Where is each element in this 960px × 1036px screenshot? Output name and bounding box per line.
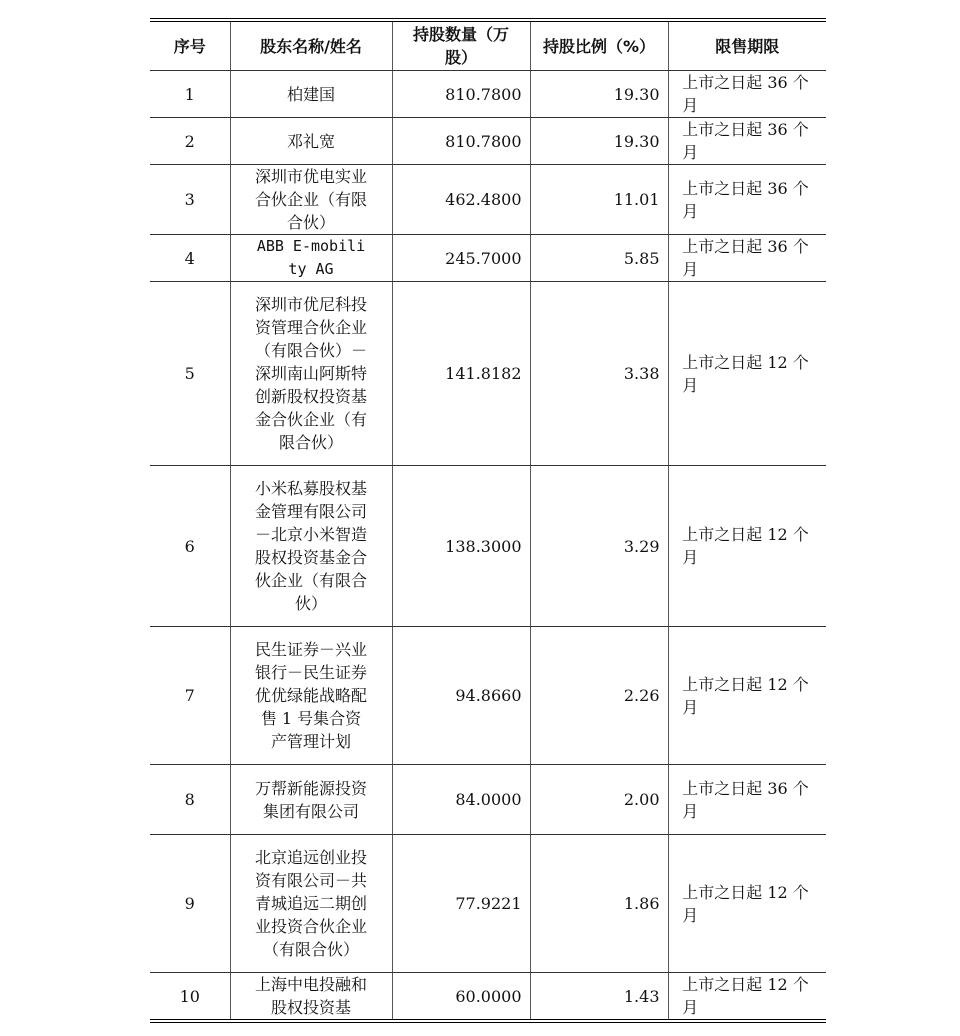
table-row bbox=[150, 835, 826, 973]
cell-name: 小米私募股权基金管理有限公司－北京小米智造股权投资基金合伙企业（有限合伙） bbox=[230, 466, 392, 627]
cell-name: 北京追远创业投资有限公司－共青城追远二期创业投资合伙企业（有限合伙） bbox=[230, 835, 392, 973]
cell-lockup: 上市之日起 36 个月 bbox=[668, 165, 826, 235]
cell-seq: 7 bbox=[150, 627, 230, 765]
cell-shares: 245.7000 bbox=[392, 235, 530, 282]
table-row bbox=[150, 71, 826, 118]
cell-shares: 94.8660 bbox=[392, 627, 530, 765]
cell-ratio: 2.00 bbox=[530, 765, 668, 835]
cell-seq: 6 bbox=[150, 466, 230, 627]
table-row bbox=[150, 627, 826, 765]
header-ratio: 持股比例（%） bbox=[530, 20, 668, 71]
cell-shares: 138.3000 bbox=[392, 466, 530, 627]
cell-lockup: 上市之日起 12 个月 bbox=[668, 466, 826, 627]
table-row bbox=[150, 973, 826, 1022]
cell-seq: 2 bbox=[150, 118, 230, 165]
cell-name: 民生证券－兴业银行－民生证券优优绿能战略配售 1 号集合资产管理计划 bbox=[230, 627, 392, 765]
cell-seq: 1 bbox=[150, 71, 230, 118]
cell-ratio: 3.38 bbox=[530, 282, 668, 466]
cell-lockup: 上市之日起 12 个月 bbox=[668, 835, 826, 973]
cell-shares: 84.0000 bbox=[392, 765, 530, 835]
shareholder-table bbox=[150, 18, 826, 1023]
cell-lockup: 上市之日起 12 个月 bbox=[668, 282, 826, 466]
cell-ratio: 3.29 bbox=[530, 466, 668, 627]
cell-shares: 141.8182 bbox=[392, 282, 530, 466]
table-row bbox=[150, 282, 826, 466]
cell-name: 邓礼宽 bbox=[230, 118, 392, 165]
cell-name: 万帮新能源投资集团有限公司 bbox=[230, 765, 392, 835]
cell-seq: 8 bbox=[150, 765, 230, 835]
cell-seq: 3 bbox=[150, 165, 230, 235]
cell-shares: 810.7800 bbox=[392, 118, 530, 165]
cell-name: 柏建国 bbox=[230, 71, 392, 118]
cell-lockup: 上市之日起 36 个月 bbox=[668, 71, 826, 118]
cell-shares: 60.0000 bbox=[392, 973, 530, 1022]
cell-ratio: 1.86 bbox=[530, 835, 668, 973]
table-row bbox=[150, 118, 826, 165]
cell-shares: 462.4800 bbox=[392, 165, 530, 235]
cell-lockup: 上市之日起 36 个月 bbox=[668, 118, 826, 165]
cell-seq: 4 bbox=[150, 235, 230, 282]
cell-ratio: 2.26 bbox=[530, 627, 668, 765]
cell-ratio: 19.30 bbox=[530, 118, 668, 165]
table-row bbox=[150, 165, 826, 235]
cell-seq: 5 bbox=[150, 282, 230, 466]
cell-ratio: 11.01 bbox=[530, 165, 668, 235]
cell-lockup: 上市之日起 36 个月 bbox=[668, 235, 826, 282]
header-lockup: 限售期限 bbox=[668, 20, 826, 71]
table-row bbox=[150, 235, 826, 282]
shareholder-table-page bbox=[150, 18, 826, 1023]
table-row bbox=[150, 466, 826, 627]
header-seq: 序号 bbox=[150, 20, 230, 71]
cell-shares: 77.9221 bbox=[392, 835, 530, 973]
cell-name: 深圳市优电实业合伙企业（有限合伙） bbox=[230, 165, 392, 235]
cell-lockup: 上市之日起 12 个月 bbox=[668, 627, 826, 765]
cell-name: 深圳市优尼科投资管理合伙企业（有限合伙）－深圳南山阿斯特创新股权投资基金合伙企业（有限合伙） bbox=[230, 282, 392, 466]
header-name: 股东名称/姓名 bbox=[230, 20, 392, 71]
cell-seq: 9 bbox=[150, 835, 230, 973]
cell-name: 上海中电投融和股权投资基 bbox=[230, 973, 392, 1022]
cell-ratio: 5.85 bbox=[530, 235, 668, 282]
cell-ratio: 1.43 bbox=[530, 973, 668, 1022]
table-row bbox=[150, 765, 826, 835]
cell-ratio: 19.30 bbox=[530, 71, 668, 118]
cell-lockup: 上市之日起 12 个月 bbox=[668, 973, 826, 1022]
cell-lockup: 上市之日起 36 个月 bbox=[668, 765, 826, 835]
cell-name: ABB E-mobility AG bbox=[230, 235, 392, 282]
cell-seq: 10 bbox=[150, 973, 230, 1022]
header-shares: 持股数量（万股） bbox=[392, 20, 530, 71]
cell-shares: 810.7800 bbox=[392, 71, 530, 118]
table-header-row bbox=[150, 20, 826, 71]
